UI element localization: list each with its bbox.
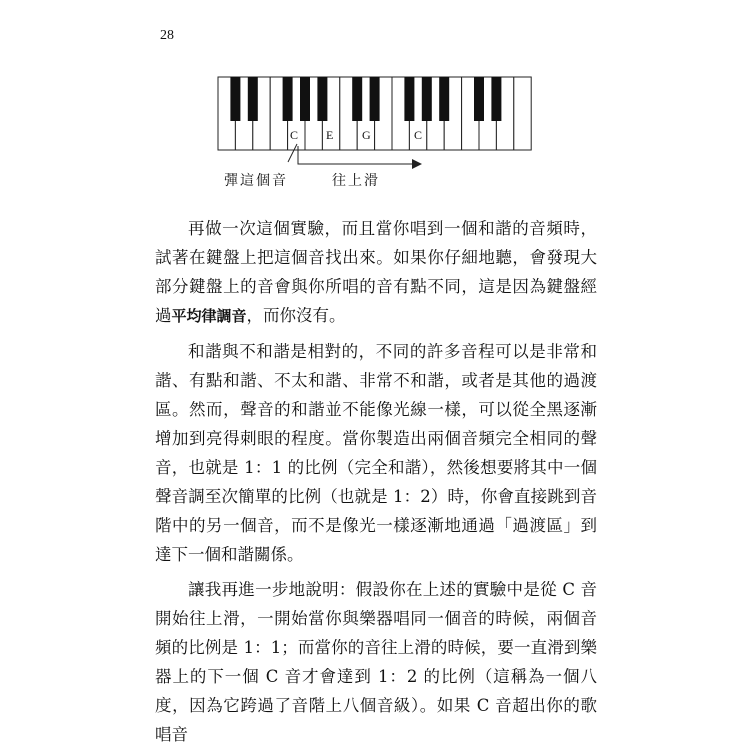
play-this-note-caption: 彈這個音: [224, 173, 288, 189]
black-key: [317, 77, 327, 121]
paragraph-1-text: 再做一次這個實驗，而且當你唱到一個和諧的音頻時，試著在鍵盤上把這個音找出來。如果你仔細地聽，會發現大部分鍵盤上的音會與你所唱的音有點不同，這是因為鍵盤經過: [155, 219, 597, 325]
note-label-c-2: C: [414, 128, 423, 142]
black-key: [300, 77, 310, 121]
note-label-g: G: [362, 128, 371, 142]
black-key: [422, 77, 432, 121]
black-key: [491, 77, 501, 121]
black-key: [248, 77, 258, 121]
black-key: [283, 77, 293, 121]
paragraph-3: 讓我再進一步地說明：假設你在上述的實驗中是從 C 音開始往上滑，一開始當你與樂器唱同一個音的時候，兩個音頻的比例是 1：1；而當你的音往上滑的時候，要一直滑到樂器上的下一個 C 音才會達到 1：2 的比例（這稱為一個八度，因為它跨過了音階上八個音級）。如果 C 音超出你的歌唱音: [155, 580, 597, 744]
note-label-e: E: [326, 128, 334, 142]
black-key: [370, 77, 380, 121]
body-text: [155, 214, 597, 755]
paragraph-1: [155, 214, 597, 331]
black-key: [439, 77, 449, 121]
paragraph-2: 和諧與不和諧是相對的，不同的許多音程可以是非常和諧、有點和諧、不太和諧、非常不和諧，或者是其他的過渡區。然而，聲音的和諧並不能像光線一樣，可以從全黑逐漸增加到亮得刺眼的程度。當你製造出兩個音頻完全相同的聲音，也就是 1：1 的比例（完全和諧），然後想要將其中一個聲音調至次簡單的比例（也就是 1：2）時，你會直接跳到音階中的另一個音，而不是像光一樣逐漸地通過「過渡區」到達下一個和諧關係。: [155, 342, 597, 564]
page-number: 28: [160, 28, 174, 43]
black-key: [474, 77, 484, 121]
paragraph-1-end: ，而你沒有。: [246, 306, 346, 325]
piano-keyboard-figure: [0, 0, 750, 200]
black-key: [404, 77, 414, 121]
slide-up-caption: 往上滑: [332, 173, 380, 189]
equal-temperament-term: 平均律調音: [171, 307, 247, 325]
arrow-head-icon: [412, 159, 422, 169]
black-key: [230, 77, 240, 121]
white-key: [514, 77, 531, 150]
note-label-c-1: C: [290, 128, 299, 142]
black-key: [352, 77, 362, 121]
